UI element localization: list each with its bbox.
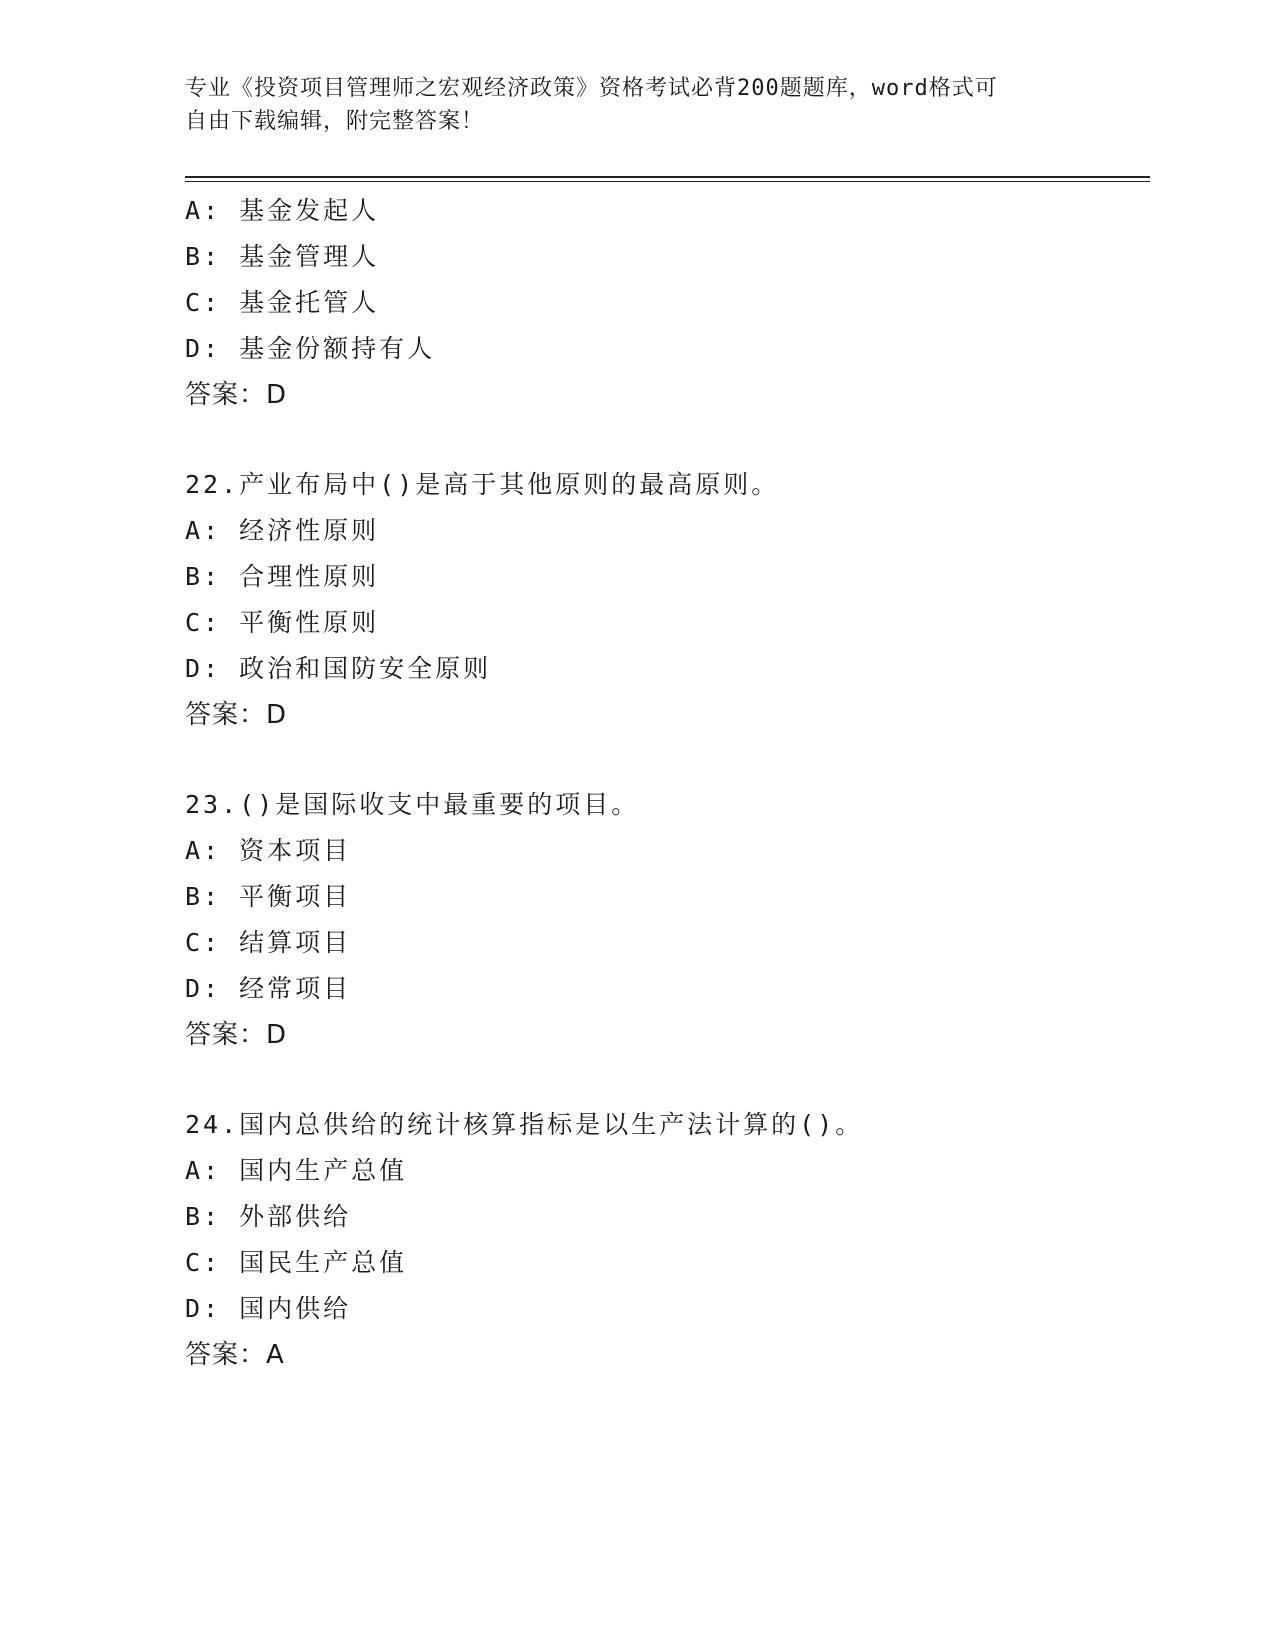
header-divider-thin <box>185 181 1150 182</box>
header-divider-thick <box>185 176 1150 178</box>
answer-label: 答案： <box>185 380 267 410</box>
option-a: A: 国内生产总值 <box>185 1156 408 1185</box>
option-c: C: 平衡性原则 <box>185 608 380 637</box>
answer-label: 答案： <box>185 1340 267 1370</box>
answer-line <box>185 372 1150 418</box>
option-a: A: 经济性原则 <box>185 516 380 545</box>
question-block-24 <box>185 1102 1150 1378</box>
question-block-21 <box>185 188 1150 418</box>
answer-value: A <box>266 1340 285 1370</box>
answer-value: D <box>266 380 288 410</box>
option-a: A: 基金发起人 <box>185 196 380 225</box>
question-block-23 <box>185 782 1150 1058</box>
question-stem: 23.()是国际收支中最重要的项目。 <box>185 790 640 819</box>
question-stem: 22.产业布局中()是高于其他原则的最高原则。 <box>185 470 780 499</box>
option-b: B: 平衡项目 <box>185 882 352 911</box>
answer-line <box>185 1332 1150 1378</box>
option-d: D: 国内供给 <box>185 1294 352 1323</box>
option-c: C: 国民生产总值 <box>185 1248 408 1277</box>
question-stem: 24.国内总供给的统计核算指标是以生产法计算的()。 <box>185 1110 864 1139</box>
option-d: D: 政治和国防安全原则 <box>185 654 492 683</box>
answer-label: 答案： <box>185 700 267 730</box>
option-b: B: 基金管理人 <box>185 242 380 271</box>
option-b: B: 外部供给 <box>185 1202 352 1231</box>
answer-value: D <box>266 1020 288 1050</box>
question-list <box>185 188 1150 1378</box>
header-line-1: 专业《投资项目管理师之宏观经济政策》资格考试必背200题题库，word格式可 <box>185 76 998 101</box>
header-line-2: 自由下载编辑，附完整答案！ <box>185 109 485 134</box>
answer-line <box>185 692 1150 738</box>
option-a: A: 资本项目 <box>185 836 352 865</box>
answer-line <box>185 1012 1150 1058</box>
answer-label: 答案： <box>185 1020 267 1050</box>
answer-value: D <box>266 700 288 730</box>
option-b: B: 合理性原则 <box>185 562 380 591</box>
option-d: D: 基金份额持有人 <box>185 334 436 363</box>
option-c: C: 基金托管人 <box>185 288 380 317</box>
question-block-22 <box>185 462 1150 738</box>
option-d: D: 经常项目 <box>185 974 352 1003</box>
document-header <box>185 72 1085 138</box>
option-c: C: 结算项目 <box>185 928 352 957</box>
